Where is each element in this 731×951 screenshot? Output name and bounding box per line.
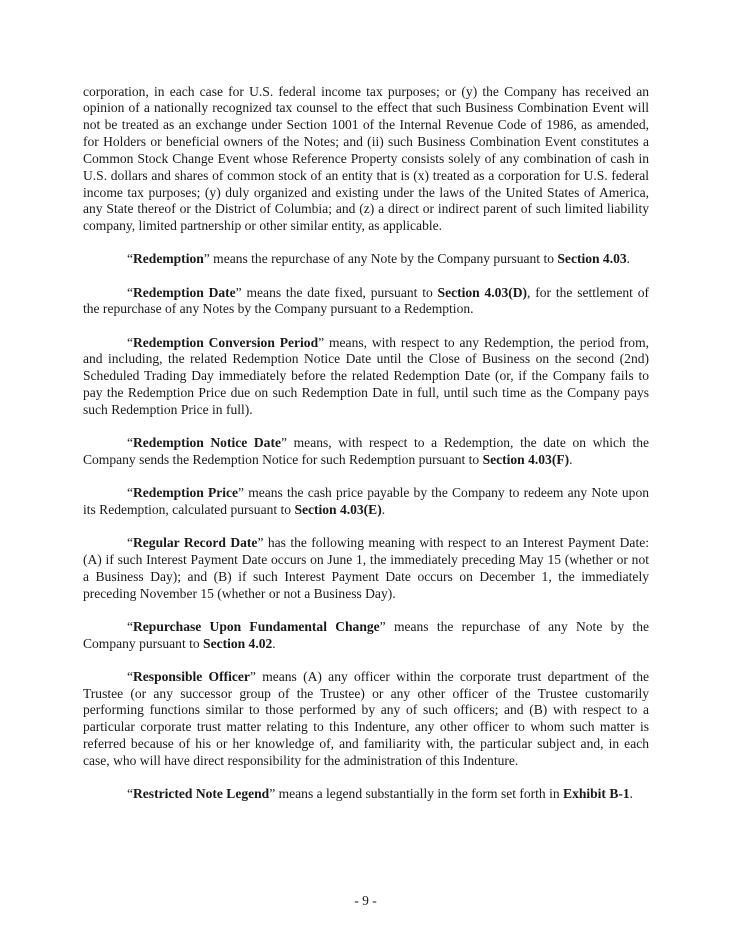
definition-text-end: . xyxy=(381,501,386,517)
definition-text-end: . xyxy=(629,786,634,802)
definition-redemption-date: “Redemption Date” means the date fixed, pursuant to Section 4.03(D), for the settlement of the repurchase of any Notes by the Company pursuant to a Redemption. xyxy=(83,284,649,317)
defined-term: Redemption xyxy=(133,251,204,267)
defined-term: Responsible Officer xyxy=(133,668,250,684)
definition-responsible-officer: “Responsible Officer” means (A) any officer within the corporate trust department of the Trustee (or any successor group of the Trustee) or any other officer of the Trustee customarily performing functions similar to those performed by any of such officers; and (B) with respect to a particular corporate trust matter relating to this Indenture, any other officer to whom such matter is referred because of his or her knowledge of, and familiarity with, the particular subject and, in each case, who will have direct responsibility for the administration of this Indenture. xyxy=(83,668,649,768)
definition-redemption: “Redemption” means the repurchase of any Note by the Company pursuant to Section 4.03. xyxy=(127,251,631,267)
definition-repurchase-upon-fundamental-change: “Repurchase Upon Fundamental Change” means the repurchase of any Note by the Company pursuant to Section 4.02. xyxy=(83,618,649,651)
paragraph-continuation xyxy=(83,84,649,236)
section-reference: Section 4.03(E) xyxy=(294,501,382,517)
section-reference: Section 4.03(D) xyxy=(437,284,528,300)
defined-term: Redemption Price xyxy=(133,485,239,501)
definition-text: ” means the repurchase of any Note by the Company pursuant to xyxy=(203,251,558,267)
definition-regular-record-date: “Regular Record Date” has the following meaning with respect to an Interest Payment Date: (A) if such Interest Payment Date occurs on June 1, the immediately preceding May 15 (whether or not a Business Day); and (B) if such Interest Payment Date occurs on December 1, the immediately preceding November 15 (whether or not a Business Day). xyxy=(83,535,649,601)
definition-text-end: , for the settlement of the repurchase of any Notes by the Company pursuant to a Redemption. xyxy=(83,284,649,317)
definition-text: ” means the cash price payable by the Company to redeem any Note upon its Redemption, calculated pursuant to xyxy=(83,485,649,517)
page-number: - 9 - xyxy=(354,893,377,908)
definition-redemption-notice-date: “Redemption Notice Date” means, with respect to a Redemption, the date on which the Company sends the Redemption Notice for such Redemption pursuant to Section 4.03(F). xyxy=(83,435,649,467)
definition-text: ” has the following meaning with respect to an Interest Payment Date: (A) if such Interest Payment Date occurs on June 1, the immediately preceding May 15 (whether or not a Business Day); and (B) if such Interest Payment Date occurs on December 1, the immediately preceding November 15 (whether or not a Business Day). xyxy=(83,535,649,601)
defined-term: Restricted Note Legend xyxy=(133,786,270,802)
defined-term: Redemption Date xyxy=(133,284,236,300)
definition-text: ” means (A) any officer within the corporate trust department of the Trustee (or any successor group of the Trustee) or any other officer of the Trustee customarily performing functions similar to those performed by any of such officers; and (B) with respect to a particular corporate trust matter relating to this Indenture, any other officer to whom such matter is referred because of his or her knowledge of, and familiarity with, the particular subject and, in each case, who will have direct responsibility for the administration of this Indenture. xyxy=(83,668,649,768)
definition-text: ” means the date fixed, pursuant to xyxy=(235,284,438,300)
paragraph-text: corporation, in each case for U.S. federal income tax purposes; or (y) the Company has received an opinion of a nationally recognized tax counsel to the effect that such Business Combination Event will not be treated as an exchange under Section 1001 of the Internal Revenue Code of 1986, as amended, for Holders or beneficial owners of the Notes; and (ii) such Business Combination Event constitutes a Common Stock Change Event whose Reference Property consists solely of any combination of cash in U.S. dollars and shares of common stock of an entity that is (x) treated as a corporation for U.S. federal income tax purposes; (y) duly organized and existing under the laws of the United States of America, any State thereof or the District of Columbia; and (z) a direct or indirect parent of such limited liability company, limited partnership or other similar entity, as applicable. xyxy=(83,83,649,234)
defined-term: Redemption Conversion Period xyxy=(133,334,319,350)
definition-text: ” means, with respect to any Redemption, the period from, and including, the related Redemption Notice Date until the Close of Business on the second (2nd) Scheduled Trading Day immediately before the related Redemption Date (or, if the Company fails to pay the Redemption Price due on such Redemption Date in full, until such time as the Company pays such Redemption Price in full). xyxy=(83,334,650,417)
definition-restricted-note-legend: “Restricted Note Legend” means a legend substantially in the form set forth in Exhibit B-1. xyxy=(127,786,634,802)
definition-text-end: . xyxy=(569,451,573,467)
exhibit-reference: Exhibit B-1 xyxy=(563,786,630,802)
definition-redemption-conversion-period: “Redemption Conversion Period” means, with respect to any Redemption, the period from, and including, the related Redemption Notice Date until the Close of Business on the second (2nd) Scheduled Trading Day immediately before the related Redemption Date (or, if the Company fails to pay the Redemption Price due on such Redemption Date in full, until such time as the Company pays such Redemption Price in full). xyxy=(83,334,650,417)
definition-text-end: . xyxy=(272,635,276,651)
page-body xyxy=(83,84,649,820)
definition-text: ” means a legend substantially in the form set forth in xyxy=(269,786,564,802)
definition-redemption-price: “Redemption Price” means the cash price payable by the Company to redeem any Note upon its Redemption, calculated pursuant to Section 4.03(E). xyxy=(83,485,649,517)
defined-term: Regular Record Date xyxy=(133,535,258,550)
definition-text-end: . xyxy=(626,251,631,267)
section-reference: Section 4.03 xyxy=(557,251,627,267)
defined-term: Redemption Notice Date xyxy=(133,435,281,451)
defined-term: Repurchase Upon Fundamental Change xyxy=(133,618,380,634)
section-reference: Section 4.03(F) xyxy=(482,451,570,467)
definition-text: ” means, with respect to a Redemption, the date on which the Company sends the Redemption Notice for such Redemption pursuant to xyxy=(83,435,649,467)
definition-text: ” means the repurchase of any Note by the Company pursuant to xyxy=(83,618,649,651)
section-reference: Section 4.02 xyxy=(203,635,273,651)
